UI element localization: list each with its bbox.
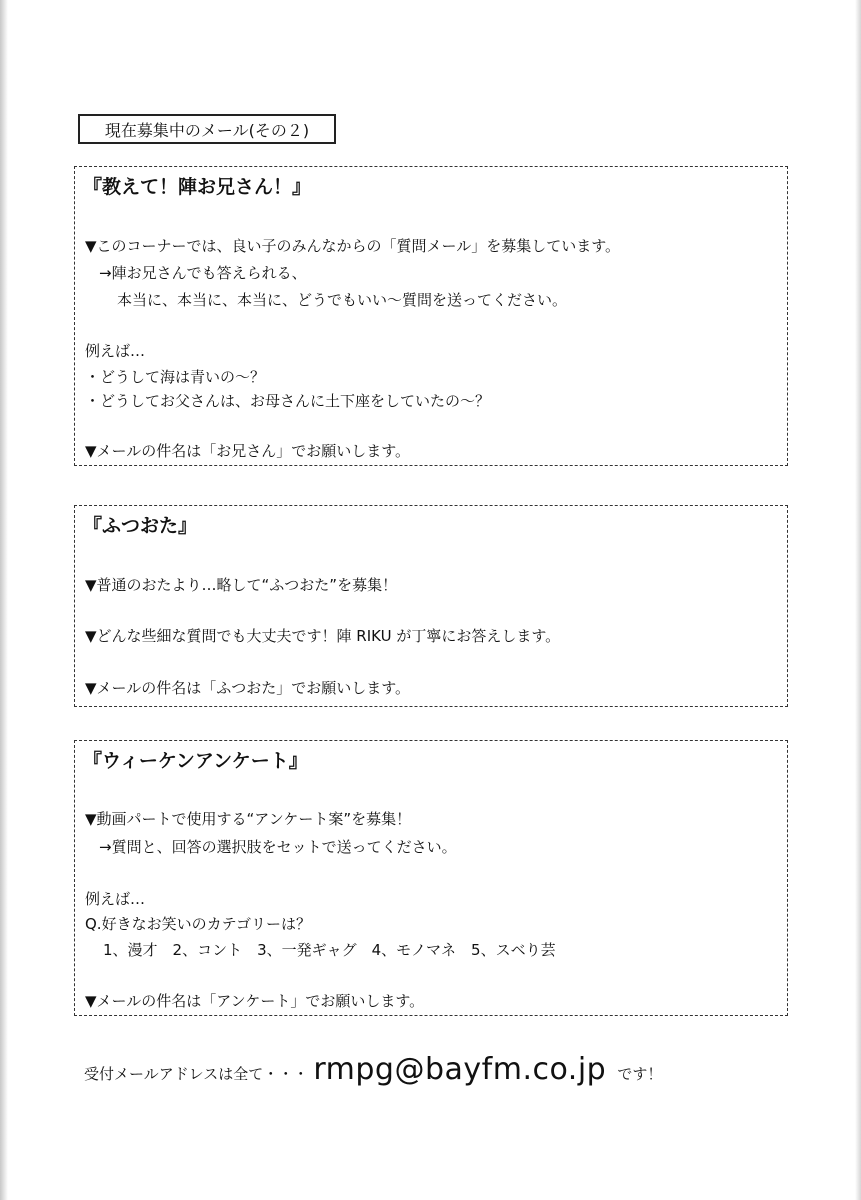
section-oshiete	[74, 166, 788, 466]
section-text-line: ▼メールの件名は「アンケート」でお願いします。	[85, 992, 425, 1010]
footer-suffix: です！	[617, 1065, 663, 1083]
footer-label: 受付メールアドレスは全て・・・	[84, 1065, 309, 1083]
section-text-line: ▼このコーナーでは、良い子のみんなからの「質問メール」を募集しています。	[85, 237, 621, 255]
footer-email: rmpg@bayfm.co.jp	[313, 1052, 607, 1087]
section-text-line: ▼動画パートで使用する“アンケート案”を募集！	[85, 810, 412, 828]
section-title: 『教えて！陣お兄さん！』	[83, 176, 312, 198]
section-text-line: ▼メールの件名は「お兄さん」でお願いします。	[85, 442, 411, 460]
section-title: 『ウィーケンアンケート』	[83, 750, 308, 772]
section-futsuota	[74, 505, 788, 707]
section-text-line: ▼普通のおたより…略して“ふつおた”を募集！	[85, 576, 398, 594]
section-text-line: →陣お兄さんでも答えられる、	[99, 264, 307, 282]
page-title: 現在募集中のメール(その２)	[78, 114, 336, 144]
section-text-line: 1、漫才 2、コント 3、一発ギャグ 4、モノマネ 5、スベり芸	[103, 941, 556, 959]
page-edge-right	[855, 0, 861, 1200]
section-text-line: →質問と、回答の選択肢をセットで送ってください。	[99, 838, 457, 856]
email-footer	[84, 1052, 662, 1087]
section-text-line: ・どうしてお父さんは、お母さんに土下座をしていたの〜？	[85, 392, 491, 410]
section-text-line: ・どうして海は青いの〜？	[85, 368, 266, 386]
section-text-line: Q.好きなお笑いのカテゴリーは？	[85, 915, 311, 933]
section-weeken-enquete	[74, 740, 788, 1016]
section-text-line: ▼メールの件名は「ふつおた」でお願いします。	[85, 679, 411, 697]
section-title: 『ふつおた』	[83, 515, 198, 537]
section-text-line: 例えば…	[85, 890, 146, 908]
section-text-line: 例えば…	[85, 342, 146, 360]
page-edge-left	[0, 0, 8, 1200]
section-text-line: 本当に、本当に、本当に、どうでもいい〜質問を送ってください。	[117, 291, 568, 309]
section-text-line: ▼どんな些細な質問でも大丈夫です！陣 RIKU が丁寧にお答えします。	[85, 627, 561, 645]
